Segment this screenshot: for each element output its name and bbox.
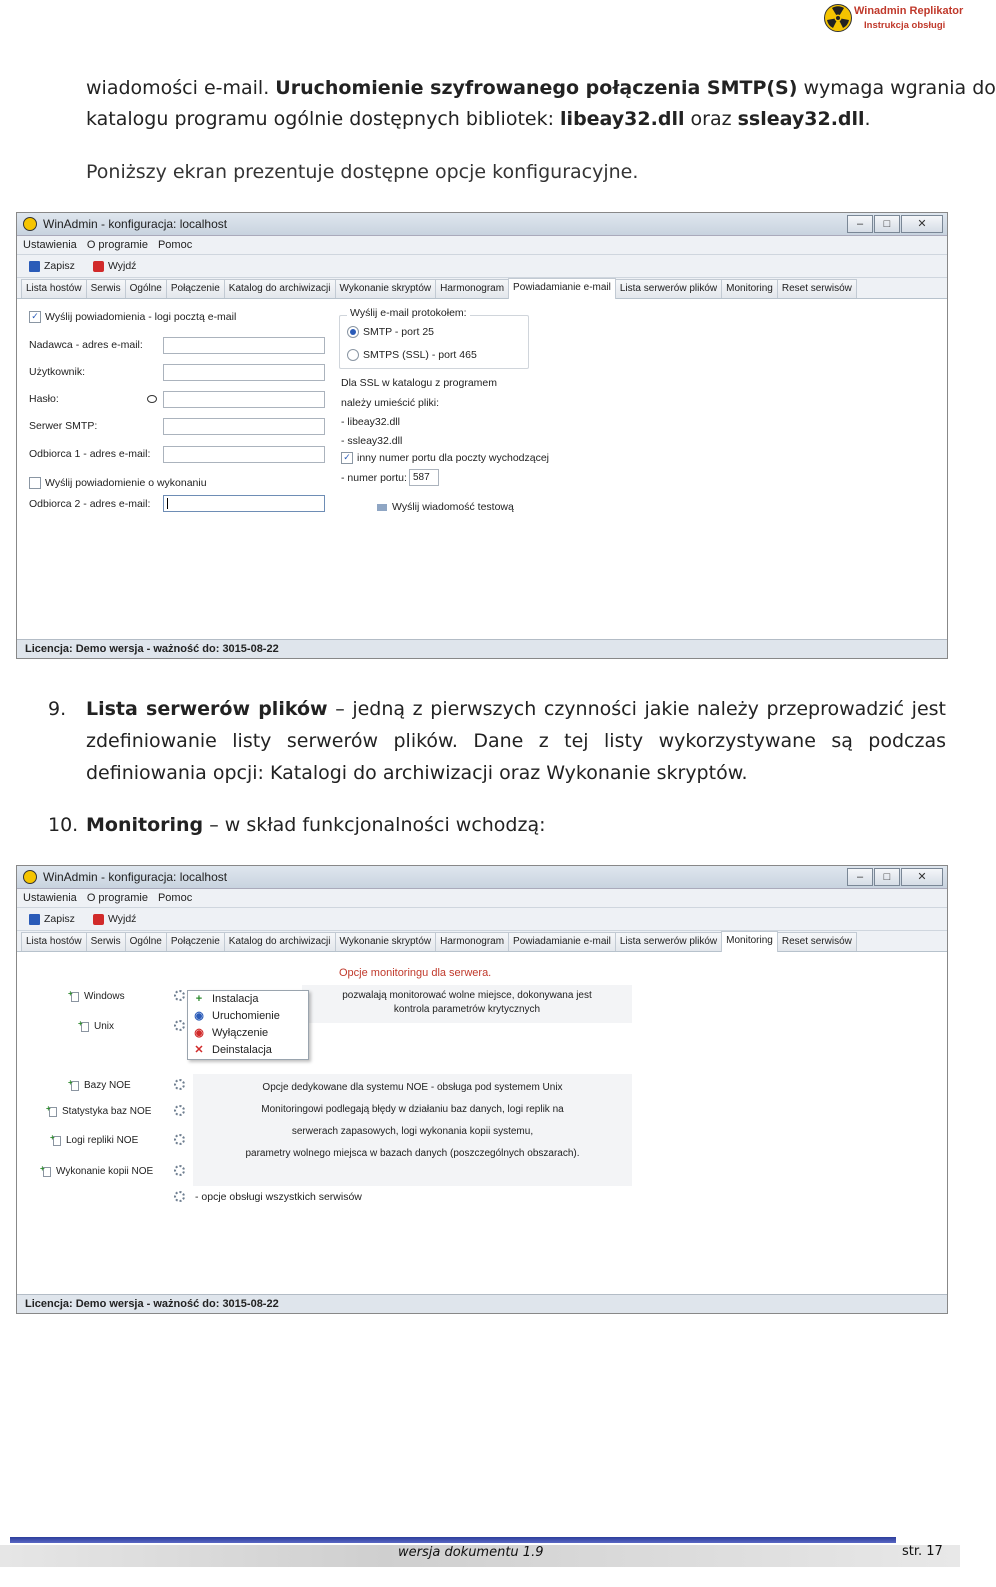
sender-label: Nadawca - adres e-mail: <box>29 339 143 351</box>
menu-item-wylaczenie[interactable]: ◉ Wyłączenie <box>188 1025 308 1042</box>
exit-button[interactable]: Wyjdź <box>93 913 137 925</box>
port-input[interactable]: 587 <box>409 469 439 486</box>
section9-line-3: definiowania opcji: Katalogi do archiwizacji oraz Wykonanie skryptów. <box>86 762 748 784</box>
tab-monitoring[interactable]: Monitoring <box>721 931 778 952</box>
status-bar: Licencja: Demo wersja - ważność do: 3015-08-22 <box>17 639 947 658</box>
text-cursor <box>167 498 168 509</box>
document-icon <box>81 1022 89 1032</box>
menu-pomoc[interactable]: Pomoc <box>157 892 193 904</box>
intro-screen-caption: Poniższy ekran prezentuje dostępne opcje konfiguracyjne. <box>86 161 639 183</box>
document-icon <box>49 1107 57 1117</box>
logo-subtitle: Instrukcja obsługi <box>864 20 946 31</box>
menu-bar <box>17 889 947 908</box>
checkbox-unchecked <box>29 477 41 489</box>
monitor-item-windows[interactable]: + Windows <box>71 991 125 1002</box>
toolbar <box>17 255 947 278</box>
intro-line-1: wiadomości e-mail. Uruchomienie szyfrowanego połączenia SMTP(S) wymaga wgrania do <box>86 77 996 99</box>
tab-skrypty[interactable]: Wykonanie skryptów <box>335 932 437 951</box>
menu-ustawienia[interactable]: Ustawienia <box>23 239 77 251</box>
tab-strip <box>17 931 947 952</box>
minimize-button[interactable]: – <box>847 215 873 233</box>
page-number: str. 17 <box>902 1544 943 1559</box>
brand-logo <box>822 2 964 34</box>
ssl-file-1: - libeay32.dll <box>341 416 400 428</box>
ssl-note-1: Dla SSL w katalogu z programem <box>341 377 498 389</box>
save-button[interactable]: Zapisz <box>29 913 75 925</box>
user-input[interactable] <box>163 364 325 381</box>
smtp-input[interactable] <box>163 418 325 435</box>
tab-serwis[interactable]: Serwis <box>86 932 126 951</box>
gear-icon[interactable] <box>174 1079 185 1090</box>
document-icon <box>53 1136 61 1146</box>
tab-polaczenie[interactable]: Połączenie <box>166 932 225 951</box>
menu-item-instalacja[interactable]: + Instalacja <box>188 991 308 1008</box>
menu-item-uruchomienie[interactable]: ◉ Uruchomienie <box>188 1008 308 1025</box>
window-title: WinAdmin - konfiguracja: localhost <box>43 217 228 231</box>
menu-bar <box>17 236 947 255</box>
monitor-item-unix[interactable]: + Unix <box>81 1021 114 1032</box>
monitor-item-kopia[interactable]: + Wykonanie kopii NOE <box>43 1166 153 1177</box>
remove-icon: ✕ <box>194 1044 204 1056</box>
user-label: Użytkownik: <box>29 366 86 378</box>
start-icon: ◉ <box>194 1010 204 1022</box>
document-icon <box>43 1167 51 1177</box>
monitor-item-statystyka[interactable]: + Statystyka baz NOE <box>49 1106 151 1117</box>
checkbox-checked: ✓ <box>341 452 353 464</box>
smtp-label: Serwer SMTP: <box>29 420 98 432</box>
power-icon: ◉ <box>194 1027 204 1039</box>
gear-icon[interactable] <box>174 1165 185 1176</box>
tab-katalog[interactable]: Katalog do archiwizacji <box>224 932 336 951</box>
radio-unselected <box>347 349 359 361</box>
section9-line-1: Lista serwerów plików – jedną z pierwszych czynności jakie należy przeprowadzić jest <box>86 698 946 720</box>
save-button[interactable]: Zapisz <box>29 260 75 272</box>
config-window-email <box>16 212 948 659</box>
ssl-note-2: należy umieścić pliki: <box>341 397 440 409</box>
section10-heading: Monitoring – w skład funkcjonalności wchodzą: <box>86 814 546 836</box>
tab-reset[interactable]: Reset serwisów <box>777 279 857 298</box>
gear-icon[interactable] <box>174 1191 185 1202</box>
tab-lista-serwerow[interactable]: Lista serwerów plików <box>615 279 722 298</box>
smtps-radio[interactable]: SMTPS (SSL) - port 465 <box>347 349 477 361</box>
maximize-button[interactable]: □ <box>874 215 900 233</box>
menu-pomoc[interactable]: Pomoc <box>157 239 193 251</box>
test-message-button[interactable]: Wyślij wiadomość testową <box>377 501 514 513</box>
monitoring-title: Opcje monitoringu dla serwera. <box>339 967 492 979</box>
plus-icon: + <box>195 993 203 1005</box>
radiation-icon <box>824 4 852 32</box>
floppy-icon <box>29 914 40 925</box>
envelope-icon <box>377 504 387 511</box>
all-services-label: - opcje obsługi wszystkich serwisów <box>195 1191 362 1203</box>
document-icon <box>71 1081 79 1091</box>
tab-ogolne[interactable]: Ogólne <box>125 932 167 951</box>
checkbox-checked: ✓ <box>29 311 41 323</box>
document-version: wersja dokumentu 1.9 <box>398 1545 544 1560</box>
window-titlebar <box>17 866 947 889</box>
recipient2-input[interactable] <box>163 495 325 512</box>
radio-selected <box>347 326 359 338</box>
other-port-checkbox[interactable]: ✓ inny numer portu dla poczty wychodzącej <box>341 452 549 464</box>
minimize-button[interactable]: – <box>847 868 873 886</box>
window-title: WinAdmin - konfiguracja: localhost <box>43 870 228 884</box>
toolbar <box>17 908 947 931</box>
smtp-radio[interactable]: SMTP - port 25 <box>347 326 434 338</box>
sender-input[interactable] <box>163 337 325 354</box>
intro-line-2: katalogu programu ogólnie dostępnych bibliotek: libeay32.dll oraz ssleay32.dll. <box>86 108 871 130</box>
logo-title: Winadmin Replikator <box>854 5 964 17</box>
recipient1-label: Odbiorca 1 - adres e-mail: <box>29 448 151 460</box>
menu-item-deinstalacja[interactable]: ✕ Deinstalacja <box>188 1042 308 1059</box>
ssl-file-2: - ssleay32.dll <box>341 435 403 447</box>
tab-serwis[interactable]: Serwis <box>86 279 126 298</box>
gear-icon[interactable] <box>174 1105 185 1116</box>
gear-icon[interactable] <box>174 990 185 1001</box>
menu-o-programie[interactable]: O programie <box>86 892 148 904</box>
monitor-item-logi[interactable]: + Logi repliki NOE <box>53 1135 138 1146</box>
tab-lista-hostow[interactable]: Lista hostów <box>21 932 87 951</box>
tab-lista-hostow[interactable]: Lista hostów <box>21 279 87 298</box>
menu-o-programie[interactable]: O programie <box>86 239 148 251</box>
info-box-noe: Opcje dedykowane dla systemu NOE - obsługa pod systemem Unix Monitoringowi podlegają błędy w działaniu baz danych, logi replik na serwerach zapasowych, logi wykonania kopii systemu, parametry wolnego miejsca w bazach danych (poszczególnych obszarach). <box>193 1074 632 1186</box>
window-titlebar <box>17 213 947 236</box>
app-icon <box>23 870 37 884</box>
close-button[interactable]: ✕ <box>901 868 943 886</box>
gear-icon[interactable] <box>174 1020 185 1031</box>
tab-powiadamianie[interactable]: Powiadamianie e-mail <box>508 932 616 951</box>
tab-powiadamianie[interactable]: Powiadamianie e-mail <box>508 278 616 299</box>
tab-ogolne[interactable]: Ogólne <box>125 279 167 298</box>
port-label: - numer portu: <box>341 472 407 484</box>
tab-harmonogram[interactable]: Harmonogram <box>435 932 509 951</box>
menu-ustawienia[interactable]: Ustawienia <box>23 892 77 904</box>
eye-icon[interactable] <box>147 395 157 403</box>
password-label: Hasło: <box>29 393 59 405</box>
send-notifications-checkbox[interactable]: ✓ Wyślij powiadomienia - logi pocztą e-mail <box>29 311 236 323</box>
gear-icon[interactable] <box>174 1134 185 1145</box>
tab-reset[interactable]: Reset serwisów <box>777 932 857 951</box>
app-icon <box>23 217 37 231</box>
send-on-execution-checkbox[interactable]: Wyślij powiadomienie o wykonaniu <box>29 477 207 489</box>
tab-lista-serwerow[interactable]: Lista serwerów plików <box>615 932 722 951</box>
section10-number: 10. <box>48 814 79 836</box>
power-icon <box>93 261 104 272</box>
power-icon <box>93 914 104 925</box>
recipient2-label: Odbiorca 2 - adres e-mail: <box>29 498 151 510</box>
document-icon <box>71 992 79 1002</box>
tab-monitoring[interactable]: Monitoring <box>721 279 778 298</box>
close-button[interactable]: ✕ <box>901 215 943 233</box>
exit-button[interactable]: Wyjdź <box>93 260 137 272</box>
monitor-item-bazy-noe[interactable]: + Bazy NOE <box>71 1080 131 1091</box>
maximize-button[interactable]: □ <box>874 868 900 886</box>
context-menu <box>187 990 309 1060</box>
password-input[interactable] <box>163 391 325 408</box>
protocol-group-title: Wyślij e-mail protokołem: <box>347 307 470 319</box>
section9-number: 9. <box>48 698 67 720</box>
tab-strip <box>17 278 947 299</box>
tab-katalog[interactable]: Katalog do archiwizacji <box>224 279 336 298</box>
tab-skrypty[interactable]: Wykonanie skryptów <box>335 279 437 298</box>
recipient1-input[interactable] <box>163 446 325 463</box>
info-box-windows-unix: pozwalają monitorować wolne miejsce, dokonywana jest kontrola parametrów krytycznych <box>302 985 632 1023</box>
floppy-icon <box>29 261 40 272</box>
config-window-monitoring <box>16 865 948 1314</box>
tab-polaczenie[interactable]: Połączenie <box>166 279 225 298</box>
status-bar: Licencja: Demo wersja - ważność do: 3015-08-22 <box>17 1294 947 1313</box>
footer-line <box>10 1537 896 1543</box>
section9-line-2: zdefiniowanie listy serwerów plików. Dane z tej listy wykorzystywane są podczas <box>86 730 946 752</box>
tab-harmonogram[interactable]: Harmonogram <box>435 279 509 298</box>
